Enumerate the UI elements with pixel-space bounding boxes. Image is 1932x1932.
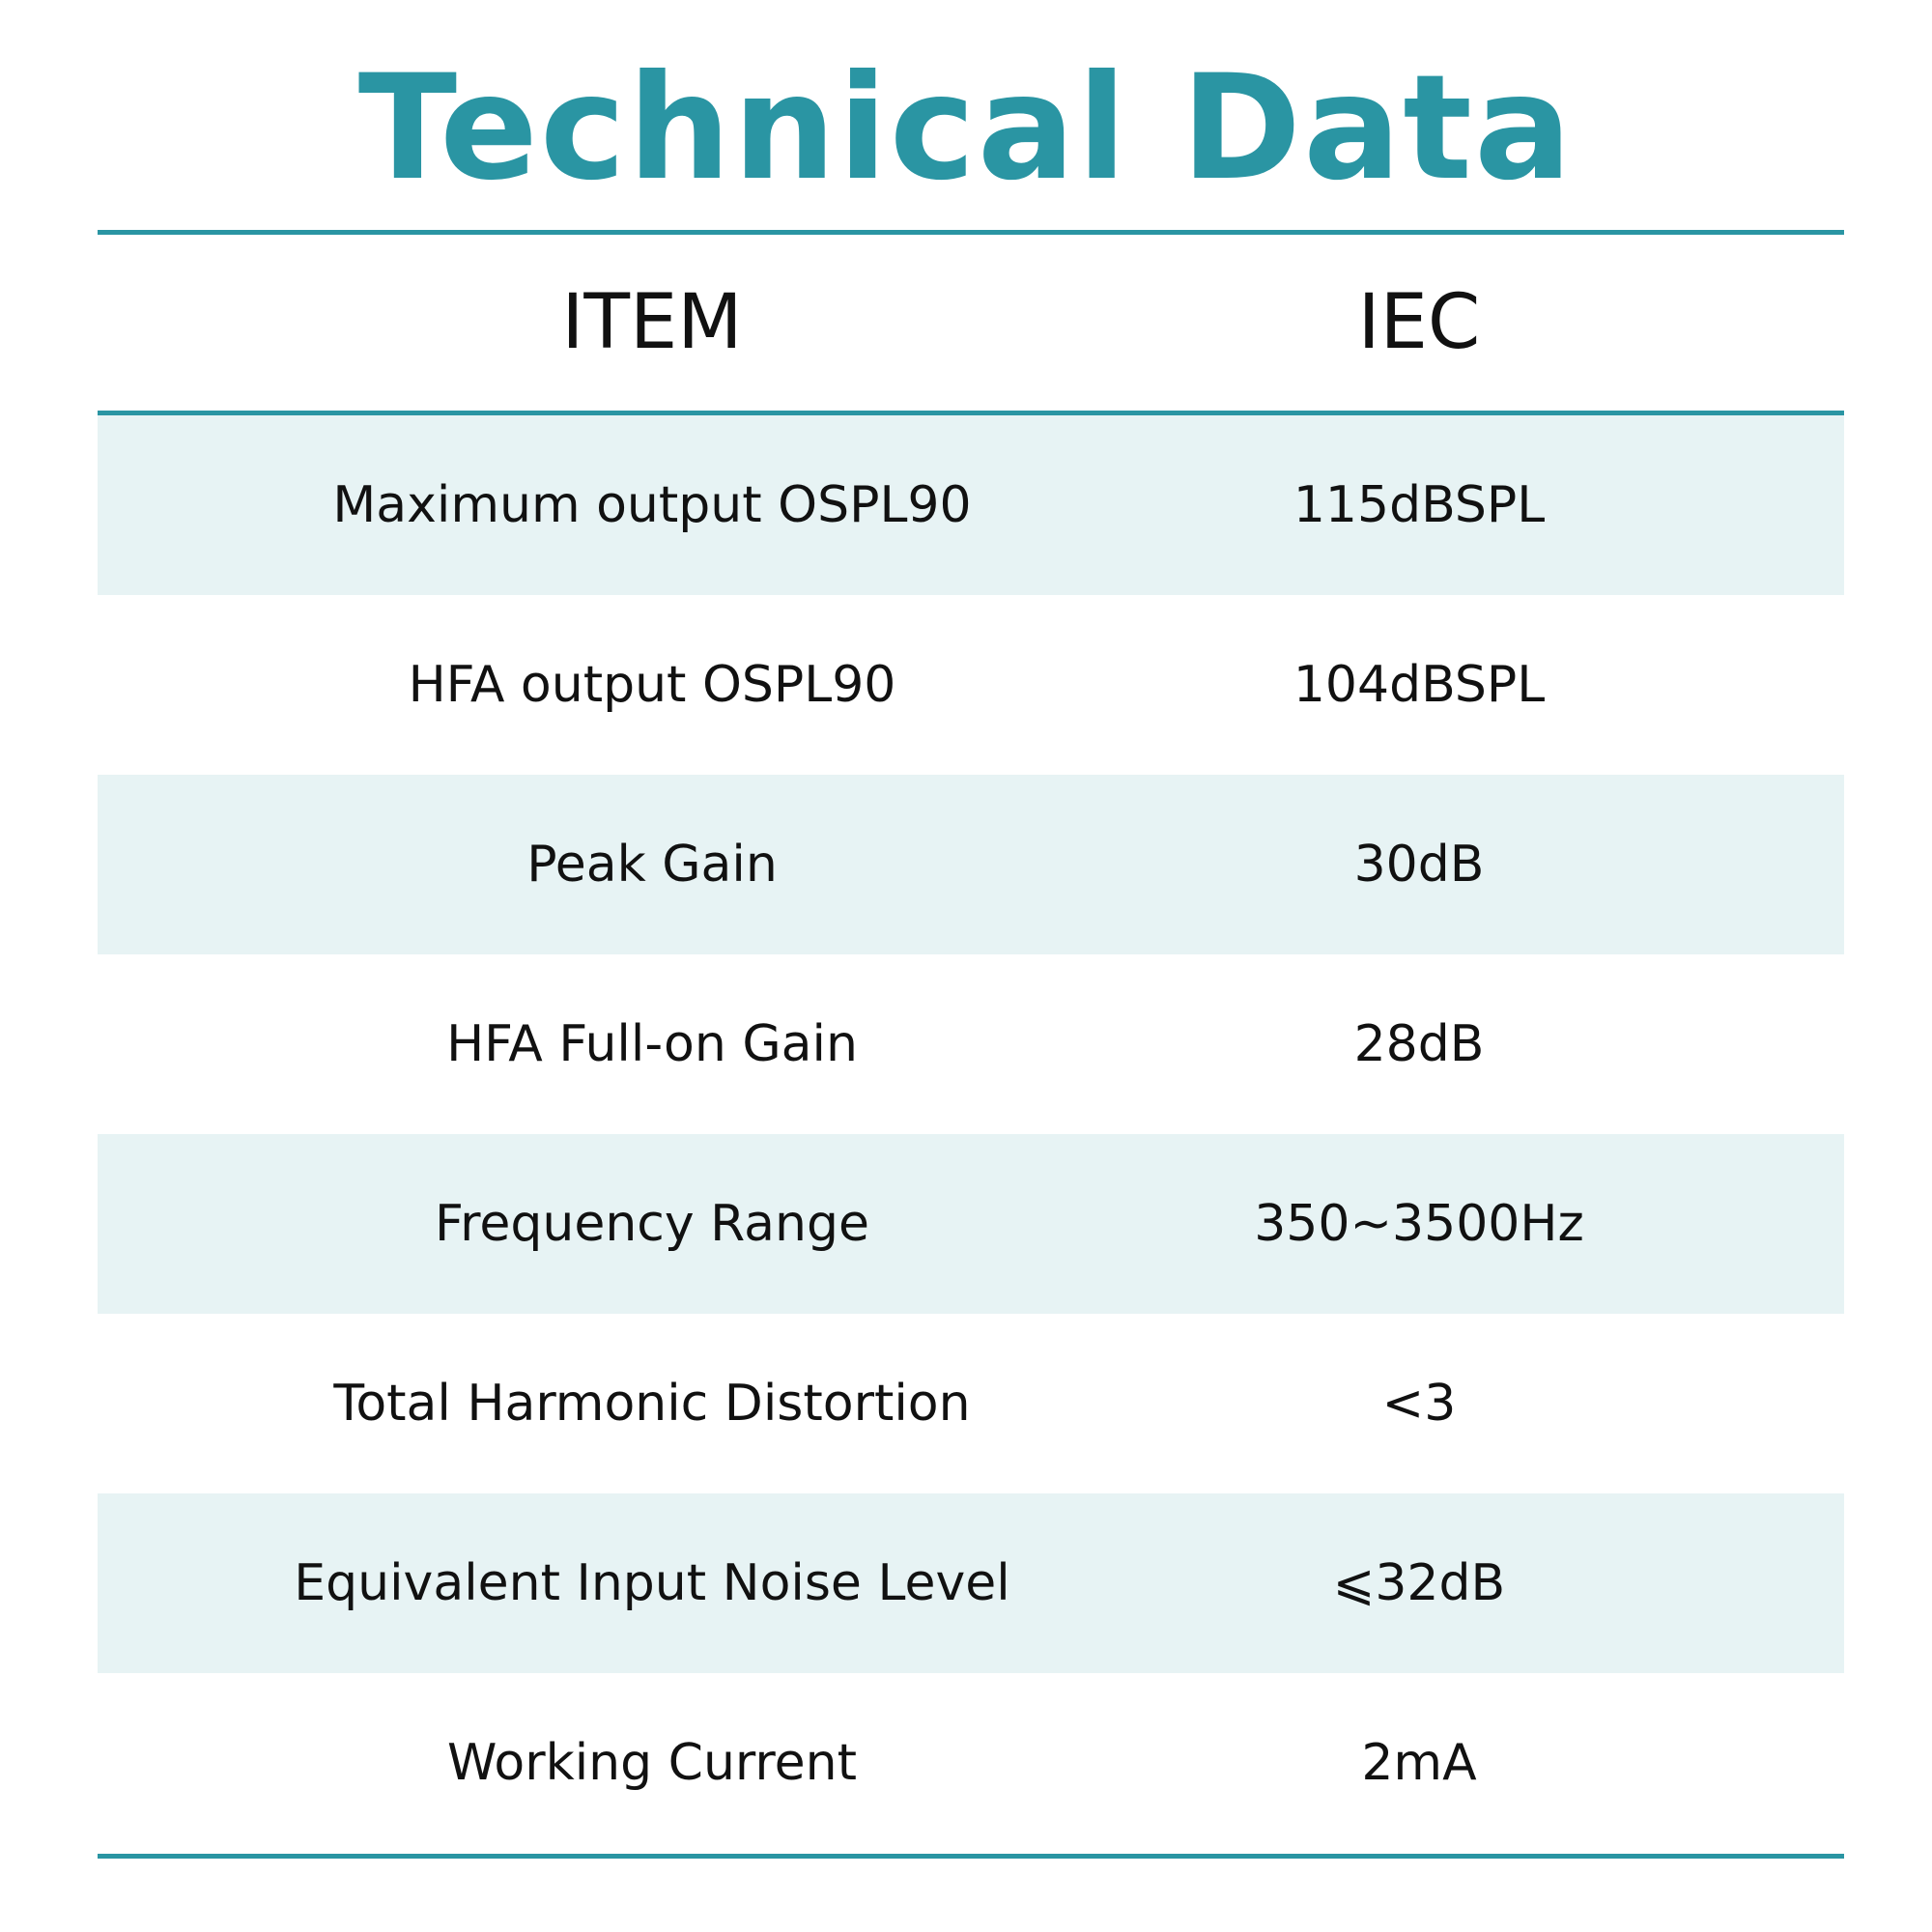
row-iec-value: <3 (1381, 1375, 1457, 1433)
table-row (98, 415, 1844, 595)
row-iec-value: 2mA (1361, 1734, 1477, 1792)
column-header-item: ITEM (561, 279, 743, 366)
table-row (98, 775, 1844, 954)
row-iec-value: 350~3500Hz (1254, 1195, 1584, 1253)
row-iec-value: 104dBSPL (1293, 656, 1546, 714)
row-item-label: Maximum output OSPL90 (332, 476, 972, 534)
row-iec-value: 28dB (1353, 1015, 1485, 1073)
row-iec-value: ⩽32dB (1332, 1554, 1506, 1612)
row-item-label: Peak Gain (526, 836, 778, 894)
row-iec-value: 30dB (1353, 836, 1485, 894)
table-bottom-divider (98, 1854, 1844, 1859)
table-row (98, 595, 1844, 775)
table-row (98, 1134, 1844, 1314)
table-body (98, 415, 1844, 1853)
table-row (98, 1314, 1844, 1493)
row-item-label: Frequency Range (435, 1195, 869, 1253)
row-item-label: Working Current (447, 1734, 857, 1792)
row-item-label: Equivalent Input Noise Level (294, 1554, 1010, 1612)
table-row (98, 1493, 1844, 1673)
table-row (98, 954, 1844, 1134)
page-title: Technical Data (357, 44, 1575, 213)
row-item-label: HFA Full-on Gain (446, 1015, 858, 1073)
row-iec-value: 115dBSPL (1293, 476, 1546, 534)
column-header-iec: IEC (1357, 279, 1481, 366)
table-header-row (98, 235, 1844, 411)
row-item-label: Total Harmonic Distortion (333, 1375, 971, 1433)
table-row (98, 1673, 1844, 1853)
row-item-label: HFA output OSPL90 (408, 656, 896, 714)
